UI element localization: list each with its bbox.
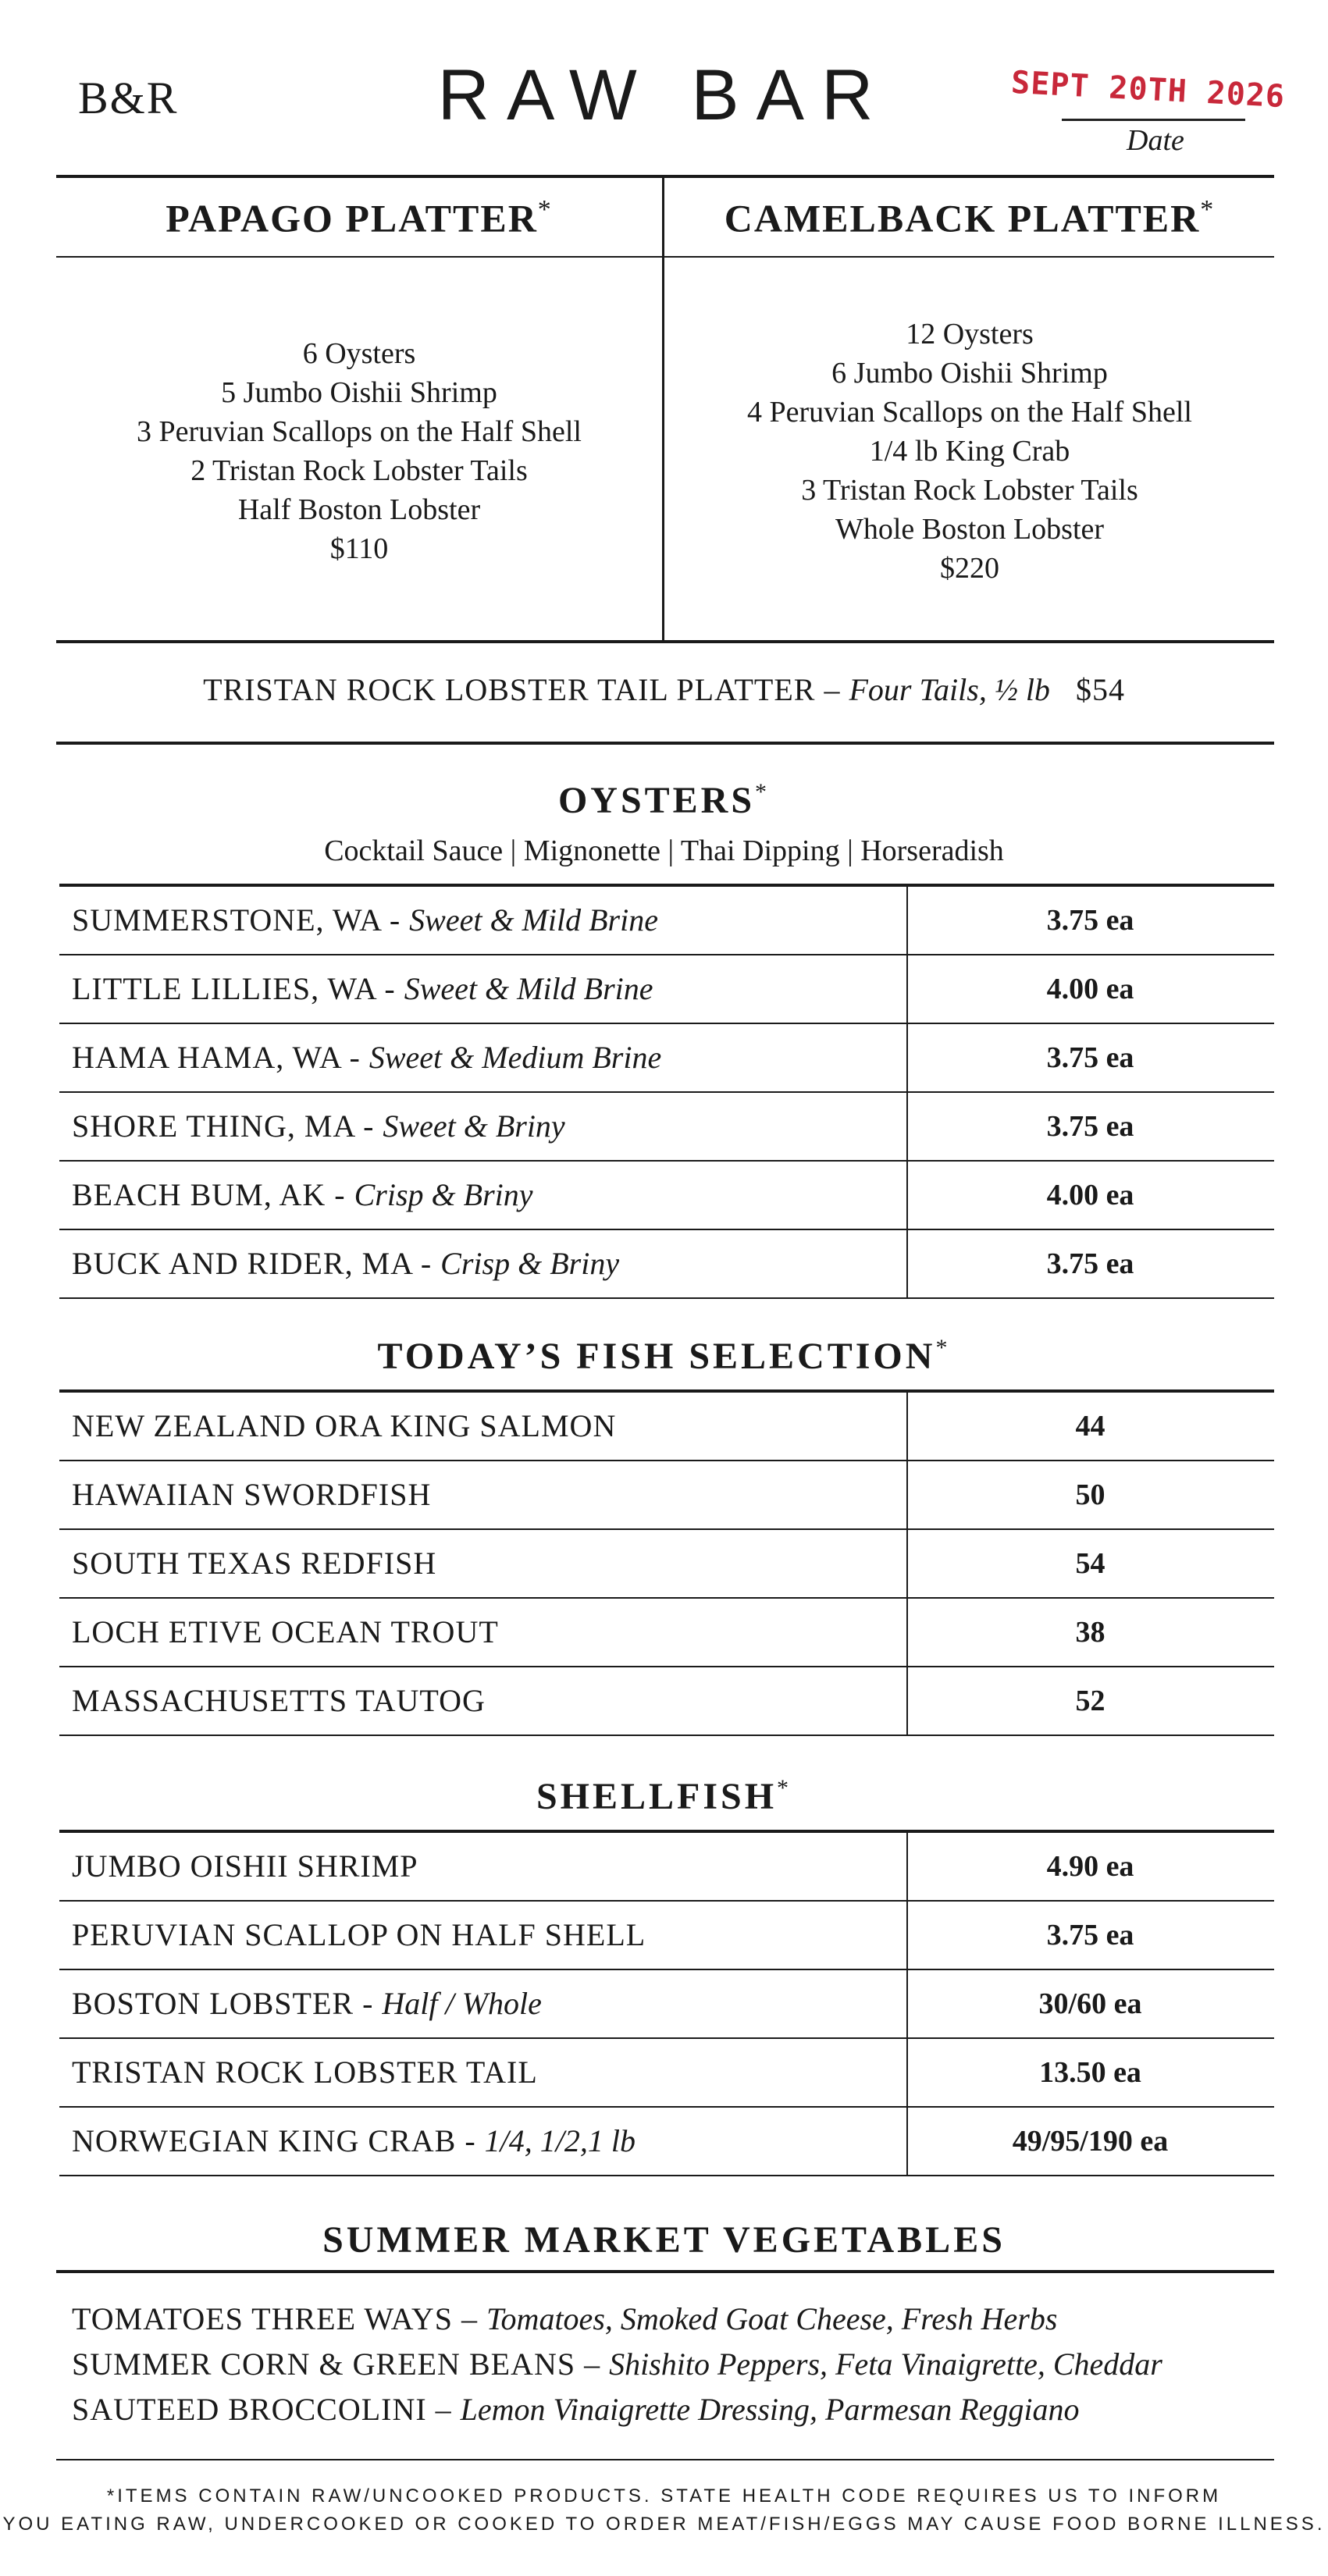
list-item: SUMMER CORN & GREEN BEANS – Shishito Peppers, Feta Vinaigrette, Cheddar: [72, 2347, 1162, 2382]
item-price: 3.75 ea: [1046, 904, 1134, 937]
oysters-table: [59, 884, 1274, 1299]
table-row: BEACH BUM, AK - Crisp & Briny 4.00 ea: [59, 1162, 1274, 1230]
table-row: SHORE THING, MA - Sweet & Briny 3.75 ea: [59, 1093, 1274, 1162]
list-item: 2 Tristan Rock Lobster Tails: [190, 454, 528, 487]
divider: [56, 640, 1274, 643]
divider: [56, 175, 1274, 178]
platter-items-camelback: [665, 315, 1274, 588]
platter-price: $220: [940, 552, 999, 585]
list-item: 4 Peruvian Scallops on the Half Shell: [747, 396, 1192, 429]
list-item: SAUTEED BROCCOLINI – Lemon Vinaigrette Dressing, Parmesan Reggiano: [72, 2392, 1080, 2427]
item-desc: Four Tails, ½ lb: [849, 672, 1050, 707]
lobster-platter-line: TRISTAN ROCK LOBSTER TAIL PLATTER – Four Tails, ½ lb $54: [203, 672, 1125, 707]
table-row: TRISTAN ROCK LOBSTER TAIL 13.50 ea: [59, 2039, 1274, 2108]
divider: [56, 742, 1274, 745]
platter-items-papago: [55, 334, 664, 568]
item-price: 4.00 ea: [1046, 973, 1134, 1005]
platter-price: $110: [329, 532, 389, 565]
item-price: 49/95/190 ea: [1012, 2125, 1169, 2158]
fish-table: [59, 1389, 1274, 1736]
item-price: 13.50 ea: [1039, 2056, 1141, 2089]
page-title: RAW BAR: [437, 55, 891, 135]
date-underline: [1062, 119, 1245, 121]
table-row: NORWEGIAN KING CRAB - 1/4, 1/2,1 lb 49/95/190 ea: [59, 2108, 1274, 2176]
table-row: SUMMERSTONE, WA - Sweet & Mild Brine 3.75 ea: [59, 887, 1274, 955]
section-title-oysters: OYSTERS*: [557, 779, 771, 821]
date-stamp: SEPT 20TH 2026: [1010, 64, 1287, 116]
table-row: BUCK AND RIDER, MA - Crisp & Briny 3.75 ea: [59, 1230, 1274, 1299]
list-item: TOMATOES THREE WAYS – Tomatoes, Smoked Goat Cheese, Fresh Herbs: [72, 2301, 1058, 2336]
table-row: BOSTON LOBSTER - Half / Whole 30/60 ea: [59, 1970, 1274, 2039]
table-row: MASSACHUSETTS TAUTOG 52: [59, 1667, 1274, 1736]
list-item: 5 Jumbo Oishii Shrimp: [221, 376, 497, 409]
table-row: LITTLE LILLIES, WA - Sweet & Mild Brine 4.00 ea: [59, 955, 1274, 1024]
item-price: 3.75 ea: [1046, 1041, 1134, 1074]
list-item: Half Boston Lobster: [237, 493, 481, 526]
item-price: 4.90 ea: [1046, 1850, 1134, 1883]
table-row: HAMA HAMA, WA - Sweet & Medium Brine 3.75 ea: [59, 1024, 1274, 1093]
list-item: 12 Oysters: [906, 318, 1034, 350]
item-price: 54: [1075, 1547, 1105, 1580]
item-price: 30/60 ea: [1038, 1987, 1142, 2020]
list-item: 3 Tristan Rock Lobster Tails: [801, 474, 1138, 507]
item-price: 44: [1075, 1410, 1105, 1443]
item-price: 52: [1075, 1685, 1105, 1717]
platter-title-papago: PAPAGO PLATTER*: [166, 195, 553, 240]
list-item: 6 Oysters: [302, 337, 416, 370]
section-title-vegetables: SUMMER MARKET VEGETABLES: [322, 2219, 1006, 2261]
table-row: SOUTH TEXAS REDFISH 54: [59, 1530, 1274, 1599]
date-label: Date: [1127, 124, 1184, 157]
list-item: 6 Jumbo Oishii Shrimp: [831, 357, 1108, 390]
item-price: 3.75 ea: [1046, 1247, 1134, 1280]
platter-title-camelback: CAMELBACK PLATTER*: [724, 195, 1216, 240]
health-footnote: *ITEMS CONTAIN RAW/UNCOOKED PRODUCTS. STATE HEALTH CODE REQUIRES US TO INFORM YOU EATING RAW, UNDERCOOKED OR COOKED TO ORDER MEAT/FISH/EGGS MAY CAUSE FOOD BORNE ILLNESS.: [2, 2485, 1326, 2535]
divider: [56, 2459, 1274, 2460]
table-row: PERUVIAN SCALLOP ON HALF SHELL 3.75 ea: [59, 1902, 1274, 1970]
table-row: HAWAIIAN SWORDFISH 50: [59, 1461, 1274, 1530]
shellfish-table: [59, 1830, 1274, 2176]
table-row: LOCH ETIVE OCEAN TROUT 38: [59, 1599, 1274, 1667]
oyster-sauces: Cocktail Sauce | Mignonette | Thai Dipping | Horseradish: [324, 834, 1004, 867]
item-price: 4.00 ea: [1046, 1179, 1134, 1212]
item-price: 3.75 ea: [1046, 1110, 1134, 1143]
logo: B&R: [78, 73, 179, 123]
list-item: 1/4 lb King Crab: [869, 435, 1070, 468]
item-price: 50: [1075, 1478, 1105, 1511]
table-row: NEW ZEALAND ORA KING SALMON 44: [59, 1393, 1274, 1461]
item-price: $54: [1075, 672, 1125, 707]
divider: [56, 2270, 1274, 2273]
list-item: Whole Boston Lobster: [835, 513, 1105, 546]
item-price: 38: [1075, 1616, 1105, 1649]
section-title-fish: TODAY’S FISH SELECTION*: [377, 1335, 951, 1377]
divider: [56, 256, 1274, 258]
table-row: JUMBO OISHII SHRIMP 4.90 ea: [59, 1833, 1274, 1902]
section-title-shellfish: SHELLFISH*: [536, 1775, 792, 1817]
list-item: 3 Peruvian Scallops on the Half Shell: [137, 415, 582, 448]
item-name: TRISTAN ROCK LOBSTER TAIL PLATTER: [203, 672, 816, 707]
item-price: 3.75 ea: [1046, 1919, 1134, 1952]
